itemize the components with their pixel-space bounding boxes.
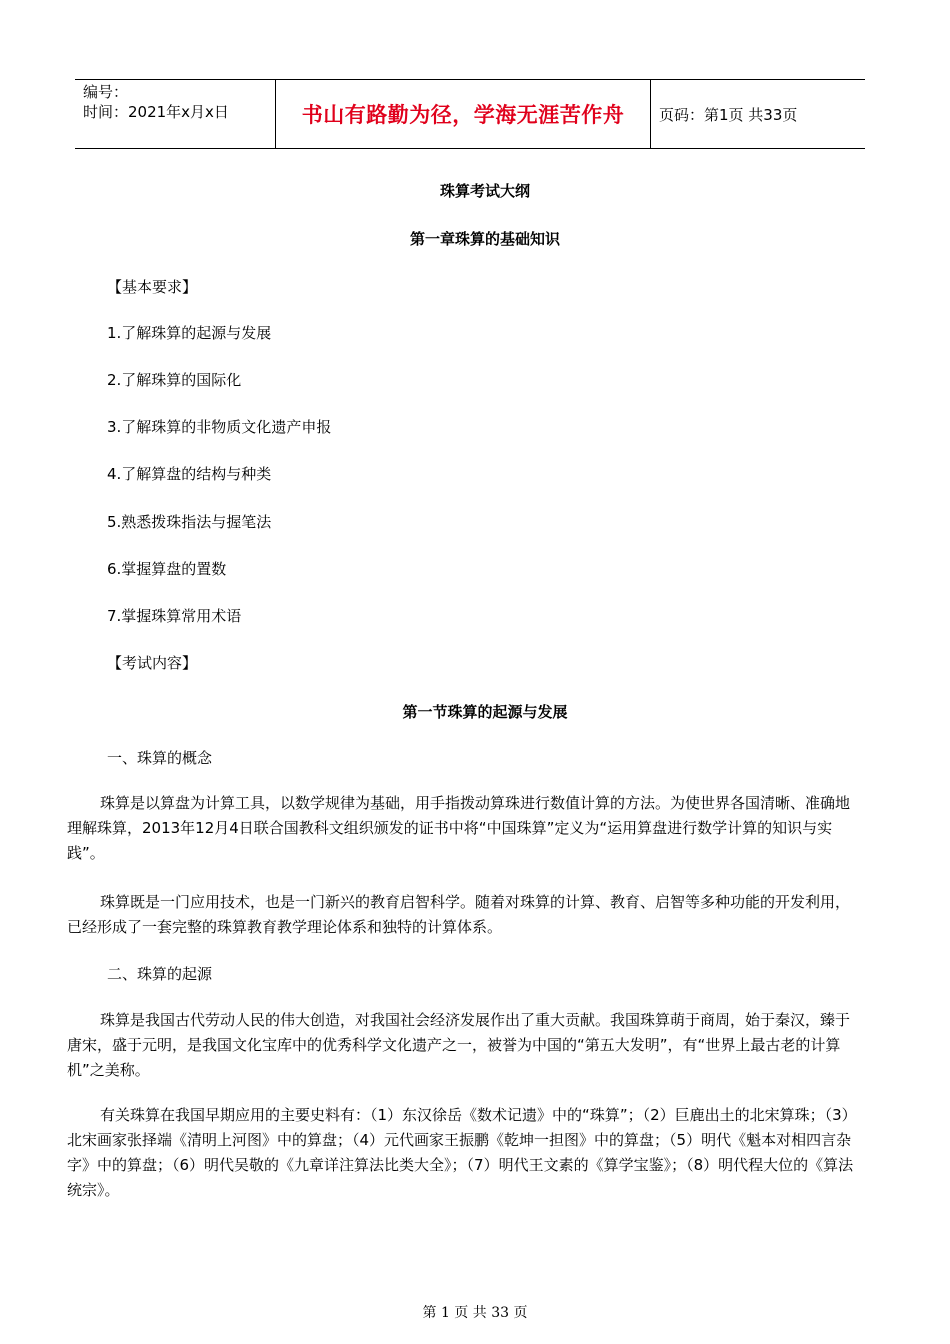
requirement-item: 3.了解珠算的非物质文化遗产申报	[107, 418, 332, 436]
motto-text: 书山有路勤为径，学海无涯苦作舟	[301, 102, 625, 127]
header-meta	[75, 80, 276, 148]
document-header	[75, 79, 865, 149]
requirement-item: 7.掌握珠算常用术语	[107, 607, 242, 625]
requirement-item: 6.掌握算盘的置数	[107, 560, 227, 578]
basic-req-heading: 【基本要求】	[107, 278, 198, 296]
requirement-item: 1.了解珠算的起源与发展	[107, 324, 272, 342]
subsection-heading: 一、珠算的概念	[107, 749, 213, 767]
paragraph: 珠算是以算盘为计算工具，以数学规律为基础，用手指拨动算珠进行数值计算的方法。为使世界各国清晰、准确地理解珠算，2013年12月4日联合国教科文组织颁发的证书中将“中国珠算”定义为“运用算盘进行数学计算的知识与实践”。	[67, 794, 851, 862]
paragraph: 珠算既是一门应用技术，也是一门新兴的教育启智科学。随着对珠算的计算、教育、启智等多种功能的开发利用，已经形成了一套完整的珠算教育教学理论体系和独特的计算体系。	[67, 893, 851, 936]
subsection-heading: 二、珠算的起源	[107, 965, 213, 983]
section-title: 第一节珠算的起源与发展	[402, 703, 568, 721]
header-motto	[276, 80, 651, 148]
requirement-item: 4.了解算盘的结构与种类	[107, 465, 272, 483]
time-label: 时间：2021年x月x日	[83, 103, 229, 121]
number-label: 编号：	[83, 83, 129, 101]
paragraph: 有关珠算在我国早期应用的主要史料有：（1）东汉徐岳《数术记遗》中的“珠算”；（2）巨鹿出土的北宋算珠；（3）北宋画家张择端《清明上河图》中的算盘；（4）元代画家王振鹏《乾坤一担图》中的算盘；（5）明代《魁本对相四言杂字》中的算盘；（6）明代吴敬的《九章详注算法比类大全》；（7）明代王文素的《算学宝鉴》；（8）明代程大位的《算法统宗》。	[67, 1106, 857, 1199]
header-page-info: 页码：第1页 共33页	[659, 105, 798, 124]
requirement-item: 2.了解珠算的国际化	[107, 371, 242, 389]
requirement-item: 5.熟悉拨珠指法与握笔法	[107, 513, 272, 531]
chapter-title: 第一章珠算的基础知识	[409, 230, 560, 248]
doc-title: 珠算考试大纲	[439, 182, 530, 200]
paragraph: 珠算是我国古代劳动人民的伟大创造，对我国社会经济发展作出了重大贡献。我国珠算萌于商周，始于秦汉，臻于唐宋，盛于元明，是我国文化宝库中的优秀科学文化遗产之一，被誉为中国的“第五大发明”，有“世界上最古老的计算机”之美称。	[67, 1011, 851, 1079]
page-footer: 第 1 页 共 33 页	[422, 1305, 528, 1321]
exam-heading: 【考试内容】	[107, 654, 198, 672]
